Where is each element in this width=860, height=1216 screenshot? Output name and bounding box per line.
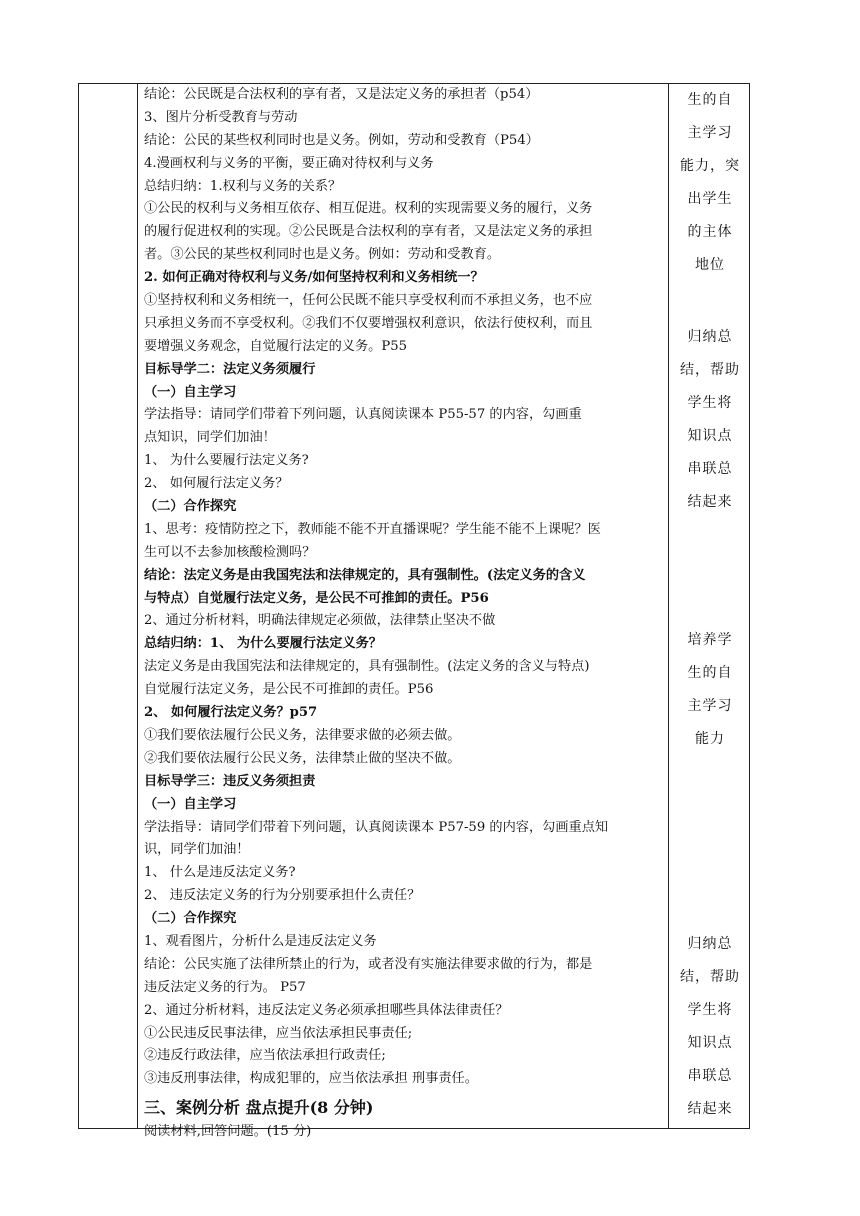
side-note-line: 结，帮助 <box>680 969 740 985</box>
side-note-line: 结，帮助 <box>680 362 740 378</box>
text-line: 违反法定义务的行为。 P57 <box>144 979 306 995</box>
side-note-3 <box>671 624 749 756</box>
text-line: 要增强义务观念，自觉履行法定的义务。P55 <box>144 338 408 354</box>
side-note-line: 结起来 <box>687 1101 733 1117</box>
side-note-line: 出学生 <box>687 191 733 207</box>
text-line: 只承担义务而不享受权利。②我们不仅要增强权利意识，依法行使权利，而且 <box>144 315 593 331</box>
text-line: 2、通过分析材料，明确法律规定必须做，法律禁止坚决不做 <box>144 613 496 629</box>
side-note-line: 归纳总 <box>687 936 733 952</box>
text-line: 结论：公民的某些权利同时也是义务。例如，劳动和受教育（P54） <box>144 132 539 148</box>
side-note-line: 结起来 <box>687 494 733 510</box>
side-note-line: 知识点 <box>687 428 733 444</box>
table-column-divider-left <box>137 83 138 1129</box>
side-note-2 <box>671 321 749 519</box>
side-note-line: 学生将 <box>687 1002 733 1018</box>
text-line: 2、 违反法定义务的行为分别要承担什么责任？ <box>144 888 421 904</box>
side-note-line: 能力 <box>695 731 725 747</box>
text-line: 结论：公民既是合法权利的享有者，又是法定义务的承担者（p54） <box>144 87 539 102</box>
text-line: 与特点）自觉履行法定义务，是公民不可推卸的责任。P56 <box>144 590 489 606</box>
side-note-line: 归纳总 <box>687 329 733 345</box>
text-line: 点知识，同学们加油！ <box>144 430 276 446</box>
text-line: 总结归纳：1.权利与义务的关系？ <box>144 178 342 194</box>
text-line: 学法指导：请同学们带着下列问题，认真阅读课本 P55-57 的内容，勾画重 <box>144 407 582 423</box>
side-note-line: 主学习 <box>687 125 733 141</box>
text-line: ②违反行政法律，应当依法承担行政责任; <box>144 1048 386 1064</box>
text-line: ①坚持权利和义务相统一，任何公民既不能只享受权利而不承担义务，也不应 <box>144 293 593 309</box>
text-line: 法定义务是由我国宪法和法律规定的，具有强制性。(法定义务的含义与特点) <box>144 659 590 675</box>
main-content-column <box>144 84 666 1144</box>
text-line: ①我们要依法履行公民义务，法律要求做的必须去做。 <box>144 727 461 743</box>
side-note-line: 的主体 <box>687 224 733 240</box>
side-note-line: 主学习 <box>687 698 733 714</box>
text-line: ①公民违反民事法律，应当依法承担民事责任; <box>144 1025 413 1041</box>
text-line: 1、 什么是违反法定义务? <box>144 865 296 881</box>
text-line: 1、 为什么要履行法定义务? <box>144 453 309 469</box>
text-line: （二）合作探究 <box>144 499 237 515</box>
text-line: 识，同学们加油！ <box>144 842 250 858</box>
text-line: （一）自主学习 <box>144 384 237 400</box>
text-line: 4.漫画权利与义务的平衡，要正确对待权利与义务 <box>144 155 434 171</box>
side-note-line: 知识点 <box>687 1035 733 1051</box>
text-line: 结论：法定义务是由我国宪法和法律规定的，具有强制性。(法定义务的含义 <box>144 567 586 583</box>
side-note-line: 生的自 <box>687 665 733 681</box>
text-line: ①公民的权利与义务相互依存、相互促进。权利的实现需要义务的履行，义务 <box>144 201 593 217</box>
text-line: （二）合作探究 <box>144 911 237 927</box>
text-line: 3、图片分析受教育与劳动 <box>144 109 298 125</box>
text-line: 自觉履行法定义务，是公民不可推卸的责任。P56 <box>144 682 434 698</box>
text-line: 1、思考：疫情防控之下，教师能不能不开直播课呢？学生能不能不上课呢？医 <box>144 521 601 537</box>
text-line: 学法指导：请同学们带着下列问题，认真阅读课本 P57-59 的内容，勾画重点知 <box>144 819 609 835</box>
side-note-line: 能力，突 <box>680 158 740 174</box>
section-heading: 三、案例分析 盘点提升(8 分钟) <box>144 1098 374 1118</box>
text-line: 2. 如何正确对待权利与义务/如何坚持权利和义务相统一？ <box>144 270 484 286</box>
side-note-line: 串联总 <box>687 1068 733 1084</box>
text-line: 目标导学二：法定义务须履行 <box>144 361 316 377</box>
text-line: 总结归纳：1、 为什么要履行法定义务？ <box>144 636 382 652</box>
text-line: 结论：公民实施了法律所禁止的行为，或者没有实施法律要求做的行为，都是 <box>144 956 593 972</box>
side-note-4 <box>671 928 749 1126</box>
text-line: 1、观看图片，分析什么是违反法定义务 <box>144 933 377 949</box>
table-column-divider-right <box>668 83 669 1129</box>
text-line: 者。③公民的某些权利同时也是义务。例如：劳动和受教育。 <box>144 247 501 263</box>
text-line: 目标导学三：违反义务须担责 <box>144 773 316 789</box>
side-note-line: 学生将 <box>687 395 733 411</box>
text-line: ③违反刑事法律，构成犯罪的，应当依法承担 刑事责任。 <box>144 1071 478 1087</box>
text-line: （一）自主学习 <box>144 796 237 812</box>
text-line: 阅读材料,回答问题。(15 分) <box>144 1124 312 1140</box>
text-line: ②我们要依法履行公民义务，法律禁止做的坚决不做。 <box>144 750 461 766</box>
text-line: 2、 如何履行法定义务？ <box>144 476 289 492</box>
side-note-1 <box>671 84 749 282</box>
text-line: 2、 如何履行法定义务？p57 <box>144 705 318 721</box>
side-note-line: 生的自 <box>687 92 733 108</box>
side-note-line: 串联总 <box>687 461 733 477</box>
text-line: 生可以不去参加核酸检测吗？ <box>144 544 316 560</box>
side-note-line: 地位 <box>695 257 725 273</box>
text-line: 2、通过分析材料，违反法定义务必须承担哪些具体法律责任？ <box>144 1002 509 1018</box>
side-note-line: 培养学 <box>687 632 733 648</box>
text-line: 的履行促进权利的实现。②公民既是合法权利的享有者，又是法定义务的承担 <box>144 224 593 240</box>
